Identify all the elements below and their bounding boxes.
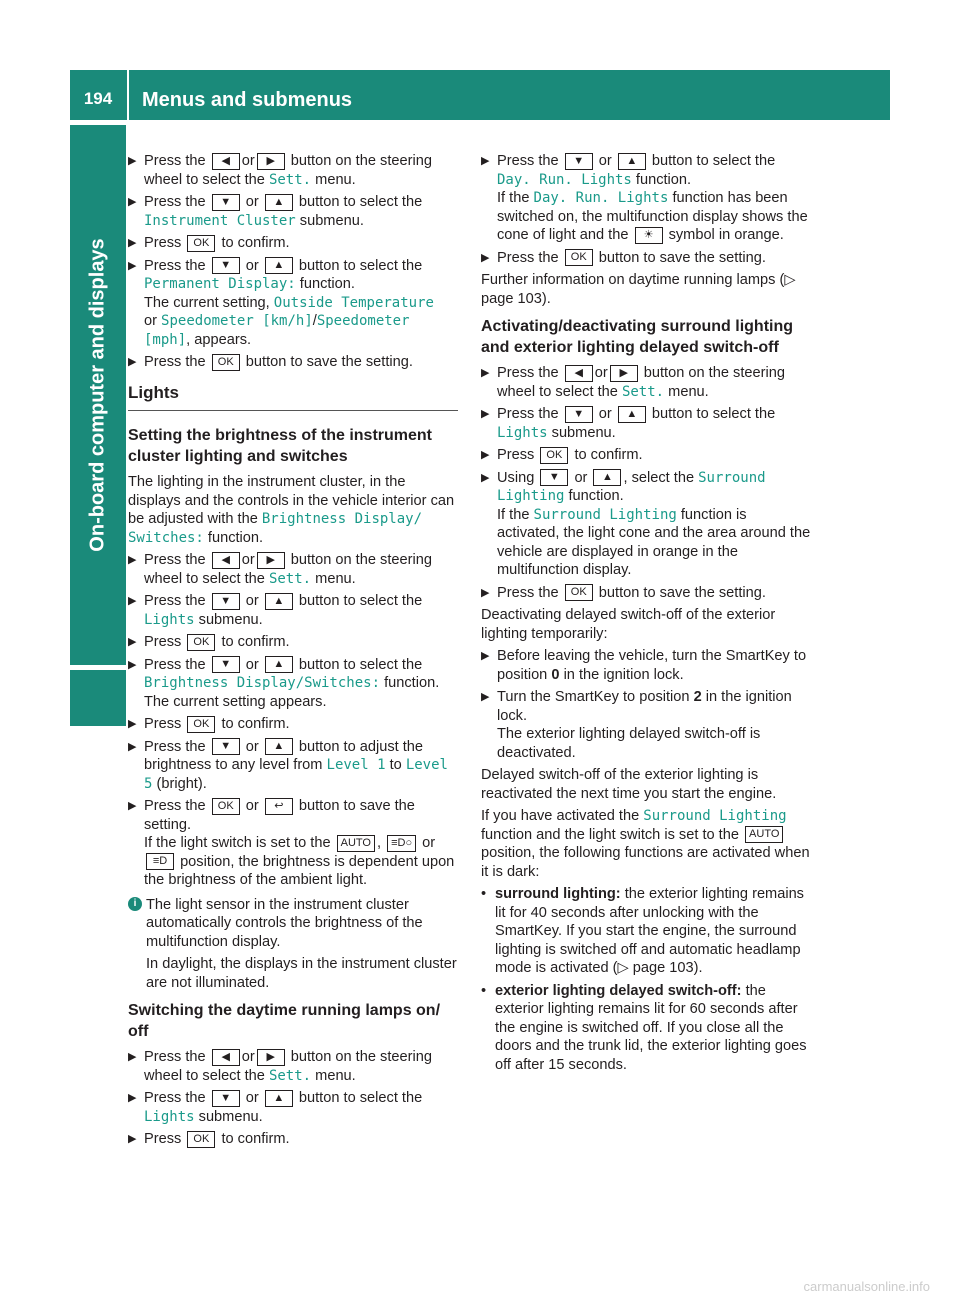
list-item: • surround lighting: the exterior lighting remains lit for 40 seconds after unlocking with the SmartKey. If you start the engine, the surround lighting is switched off and automatic headlamp mode is activated (▷ page 103). (481, 886, 804, 976)
right-button-icon: ▶ (257, 552, 285, 569)
left-button-icon: ◀ (212, 1049, 240, 1066)
down-button-icon: ▼ (212, 593, 240, 610)
page-number: 194 (83, 89, 113, 108)
arrow-icon: ▶ (128, 718, 137, 730)
info-note: i The light sensor in the instrument cluster automatically controls the brightness of the multifunction display. (128, 896, 458, 952)
arrow-icon: ▶ (128, 740, 137, 753)
left-button-icon: ◀ (212, 153, 240, 170)
step: ▶ Press the ▼ or ▲ button to select the Permanent Display: function. The current setting, Outside Temperature or Speedometer [km/h]/Speedometer [mph], appears. (128, 257, 434, 348)
light-symbol-icon: ☀ (635, 227, 663, 244)
arrow-icon: ▶ (481, 691, 490, 703)
up-button-icon: ▲ (265, 194, 293, 211)
paragraph: The lighting in the instrument cluster, in the displays and the controls in the vehicle interior can be adjusted with the Brightness Display/ Switches: function. (128, 474, 455, 546)
step: ▶ Press the ▼ or ▲ button to select the Lights submenu. (128, 1090, 423, 1125)
step: ▶ Press OK to confirm. (128, 235, 290, 251)
paragraph: Deactivating delayed switch-off of the exterior lighting temporarily: (481, 607, 776, 642)
subsection-heading: Setting the brightness of the instrument cluster lighting and switches (128, 427, 433, 465)
left-button-icon: ◀ (565, 365, 593, 382)
sidebar-label: On-board computer and displays (86, 238, 109, 552)
up-button-icon: ▲ (265, 738, 293, 755)
up-button-icon: ▲ (265, 656, 293, 673)
step: ▶ Press the OK button to save the setting. (481, 249, 766, 266)
parking-light-icon: ≡D○ (387, 835, 416, 852)
step: ▶ Press the ▼ or ▲ button to adjust the brightness to any level from Level 1 to Level 5 (bright). (128, 738, 448, 792)
arrow-icon: ▶ (128, 658, 137, 671)
arrow-icon: ▶ (128, 237, 137, 249)
ok-button-icon: OK (565, 584, 593, 601)
back-button-icon: ↩ (265, 798, 293, 815)
header-divider (127, 70, 129, 120)
arrow-icon: ▶ (128, 259, 137, 272)
right-button-icon: ▶ (610, 365, 638, 382)
arrow-icon: ▶ (128, 595, 137, 607)
step: ▶ Press the ▼ or ▲ button to select the Day. Run. Lights function. If the Day. Run. Lights function has been switched on, the multifunction display shows the cone of light and the ☀ symbol in orange. (481, 153, 808, 243)
arrow-icon: ▶ (128, 800, 137, 812)
subsection-heading: Activating/deactivating surround lighting and exterior lighting delayed switch-off (481, 318, 794, 356)
left-button-icon: ◀ (212, 552, 240, 569)
arrow-icon: ▶ (128, 1051, 137, 1063)
arrow-icon: ▶ (481, 155, 490, 167)
ok-button-icon: OK (212, 354, 240, 371)
arrow-icon: ▶ (128, 196, 137, 208)
ok-button-icon: OK (187, 634, 215, 651)
sidebar-marker (70, 670, 126, 726)
down-button-icon: ▼ (212, 194, 240, 211)
right-button-icon: ▶ (257, 1049, 285, 1066)
ok-button-icon: OK (212, 798, 240, 815)
step: ▶ Press the ◀ or ▶ button on the steering wheel to select the Sett. menu. (128, 552, 432, 587)
left-column (128, 152, 458, 1153)
subsection-heading: Switching the daytime running lamps on/ off (128, 1002, 441, 1040)
paragraph: In daylight, the displays in the instrument cluster are not illuminated. (146, 956, 457, 991)
auto-light-icon: AUTO (745, 826, 783, 843)
step: ▶ Press the ◀ or ▶ button on the steering wheel to select the Sett. menu. (128, 153, 432, 188)
info-icon: i (128, 897, 142, 911)
up-button-icon: ▲ (265, 1090, 293, 1107)
ok-button-icon: OK (187, 1131, 215, 1148)
step: ▶ Turn the SmartKey to position 2 in the ignition lock. The exterior lighting delayed switch-off is deactivated. (481, 689, 792, 761)
step: ▶ Press the OK button to save the setting. (128, 354, 413, 370)
up-button-icon: ▲ (618, 406, 646, 423)
down-button-icon: ▼ (212, 257, 240, 274)
arrow-icon: ▶ (481, 650, 490, 662)
arrow-icon: ▶ (128, 554, 137, 566)
paragraph: If you have activated the Surround Lighting function and the light switch is set to the AUTO position, the following functions are activated when it is dark: (481, 808, 810, 880)
bullet-icon: • (481, 982, 487, 999)
step: ▶ Press the OK button to save the setting. (481, 584, 766, 601)
arrow-icon: ▶ (481, 586, 490, 599)
down-button-icon: ▼ (540, 469, 568, 486)
page-title: Menus and submenus (142, 89, 353, 111)
arrow-icon: ▶ (128, 1133, 137, 1145)
step: ▶ Press the ▼ or ▲ button to select the Brightness Display/Switches: function. The current setting appears. (128, 656, 440, 710)
auto-light-icon: AUTO (337, 835, 375, 852)
paragraph: Delayed switch-off of the exterior lighting is reactivated the next time you start the engine. (481, 767, 777, 802)
step: ▶ Press the ▼ or ▲ button to select the Instrument Cluster submenu. (128, 194, 423, 229)
down-button-icon: ▼ (212, 656, 240, 673)
right-button-icon: ▶ (257, 153, 285, 170)
down-button-icon: ▼ (212, 738, 240, 755)
up-button-icon: ▲ (265, 593, 293, 610)
low-beam-icon: ≡D (146, 853, 174, 870)
arrow-icon: ▶ (128, 155, 137, 167)
up-button-icon: ▲ (265, 257, 293, 274)
section-heading: Lights (128, 382, 179, 402)
step: ▶ Press the OK or ↩ button to save the setting. If the light switch is set to the AUTO , ≡D○ or ≡D position, the brightness is dependent upon the brightness of the ambient light. (128, 798, 455, 888)
arrow-icon: ▶ (128, 356, 137, 368)
up-button-icon: ▲ (593, 469, 621, 486)
step: ▶ Before leaving the vehicle, turn the SmartKey to position 0 in the ignition lock. (481, 648, 807, 683)
step: ▶ Press the ◀ or ▶ button on the steering wheel to select the Sett. menu. (481, 365, 785, 400)
step: ▶ Press the ▼ or ▲ button to select the Lights submenu. (481, 406, 776, 441)
step: ▶ Press OK to confirm. (481, 447, 643, 463)
step: ▶ Press the ▼ or ▲ button to select the Lights submenu. (128, 593, 423, 628)
watermark: carmanualsonline.info (803, 1279, 930, 1294)
right-column (481, 152, 811, 1078)
ok-button-icon: OK (187, 235, 215, 252)
down-button-icon: ▼ (565, 406, 593, 423)
ok-button-icon: OK (187, 716, 215, 733)
step: ▶ Press OK to confirm. (128, 716, 290, 732)
down-button-icon: ▼ (212, 1090, 240, 1107)
step: ▶ Press the ◀ or ▶ button on the steering wheel to select the Sett. menu. (128, 1049, 432, 1084)
divider (128, 410, 458, 411)
arrow-icon: ▶ (128, 636, 137, 648)
step: ▶ Using ▼ or ▲ , select the Surround Lighting function. If the Surround Lighting function is activated, the light cone and the area around the vehicle are displayed in orange in the multifunction display. (481, 469, 811, 578)
paragraph: Further information on daytime running lamps (▷ page 103). (481, 272, 796, 307)
ok-button-icon: OK (565, 249, 593, 266)
arrow-icon: ▶ (128, 1092, 137, 1104)
ok-button-icon: OK (540, 447, 568, 464)
step: ▶ Press OK to confirm. (128, 634, 290, 650)
arrow-icon: ▶ (481, 367, 490, 379)
up-button-icon: ▲ (618, 153, 646, 170)
arrow-icon: ▶ (481, 471, 490, 484)
list-item: • exterior lighting delayed switch-off: the exterior lighting remains lit for 60 seconds after the engine is switched off. If you close all the doors and the trunk lid, the exterior lighting goes off after 15 seconds. (481, 982, 807, 1073)
arrow-icon: ▶ (481, 251, 490, 264)
bullet-icon: • (481, 886, 487, 902)
step: ▶ Press OK to confirm. (128, 1131, 290, 1147)
down-button-icon: ▼ (565, 153, 593, 170)
arrow-icon: ▶ (481, 449, 490, 461)
arrow-icon: ▶ (481, 408, 490, 420)
